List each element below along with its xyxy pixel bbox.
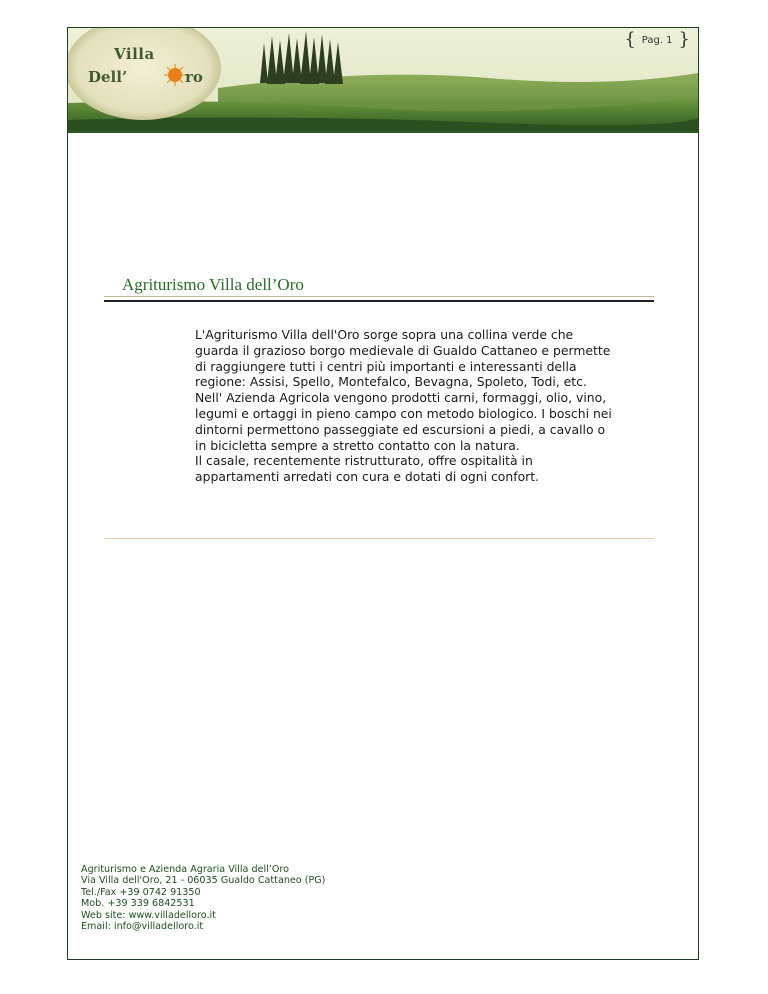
body-paragraph: L'Agriturismo Villa dell'Oro sorge sopra una collina verde che guarda il grazioso borgo medievale di Gualdo Cattaneo e permette di raggiungere tutti i centri più importanti e interessanti della regione: Assisi, Spello, Montefalco, Bevagna, Spoleto, Todi, etc. Nell' Azienda Agricola vengono prodotti carni, formaggi, olio, vino, legumi e ortaggi in pieno campo con metodo biologico. I boschi nei dintorni permettono passeggiate ed escursioni a piedi, a cavallo o in bicicletta sempre a stretto contatto con la natura. xyxy=(195,327,612,453)
footer-mobile: Mob. +39 339 6842531 xyxy=(81,898,195,910)
header-banner xyxy=(68,28,698,133)
logo-text-dell: Dell’ xyxy=(88,68,128,86)
content-end-rule xyxy=(104,538,654,539)
logo-text-villa: Villa xyxy=(114,45,155,63)
footer-phone: Tel./Fax +39 0742 91350 xyxy=(81,886,201,898)
footer-company: Agriturismo e Azienda Agraria Villa dell’Oro xyxy=(81,864,290,875)
sun-logo-icon xyxy=(164,64,186,86)
body-text xyxy=(195,327,615,485)
footer-address: Via Villa dell'Oro, 21 - 06035 Gualdo Cattaneo (PG) xyxy=(81,875,326,887)
document-title: Agriturismo Villa dell’Oro xyxy=(122,275,304,294)
logo-text-ro: ro xyxy=(185,68,203,86)
right-brace: } xyxy=(678,29,690,50)
footer-email: Email: info@villadelloro.it xyxy=(81,921,204,933)
body-paragraph: Il casale, recentemente ristrutturato, offre ospitalità in appartamenti arredati con cura e dotati di ogni confort. xyxy=(195,453,540,485)
page-number xyxy=(624,31,690,49)
title-rule-thick xyxy=(104,300,654,302)
page-number-label: Pag. 1 xyxy=(641,34,673,46)
landscape-banner-image xyxy=(68,28,698,131)
page-frame xyxy=(67,27,699,960)
footer-website: Web site: www.villadelloro.it xyxy=(81,909,216,921)
footer-contacts xyxy=(81,864,325,932)
left-brace: { xyxy=(624,29,636,50)
title-rule-thin xyxy=(104,296,654,297)
